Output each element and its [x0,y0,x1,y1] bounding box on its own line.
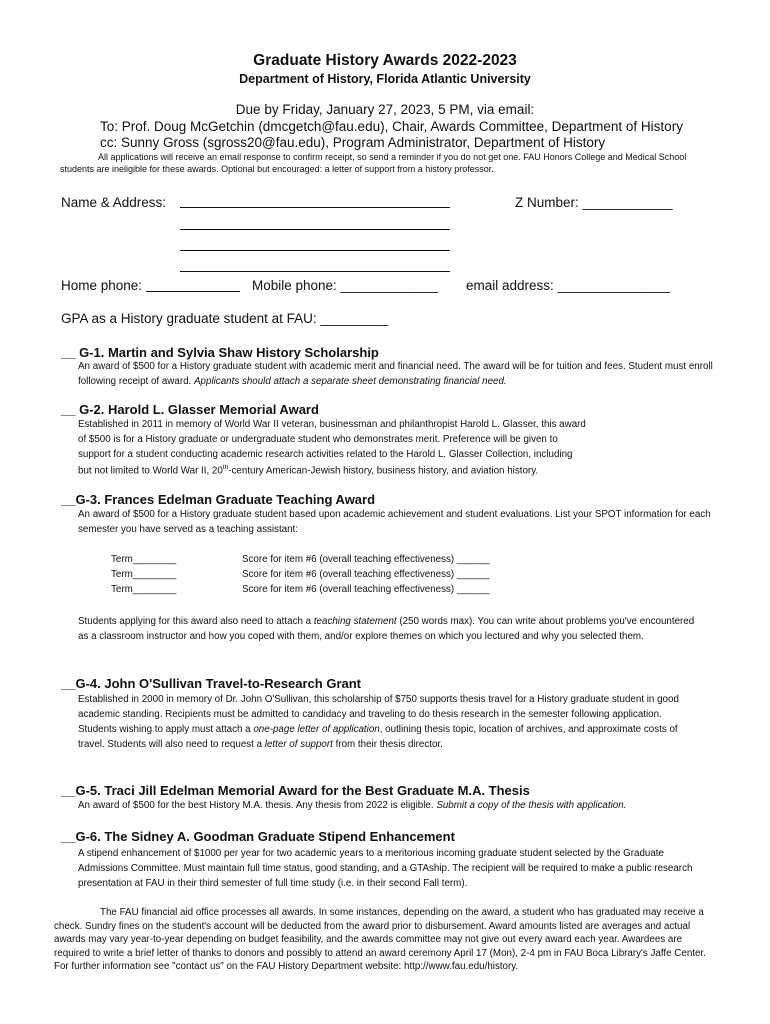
award-g3-statement-note: Students applying for this award also need to attach a teaching statement (250 words max). You can write about problems you've encountered as a classroom instructor and how you coped with them, and/or explore themes on which you lectured and why you selected them. [78,616,695,642]
award-g2-line-1: Established in 2011 in memory of World War II veteran, businessman and philanthropist Harold L. Glasser, this award [78,419,586,430]
award-g5-heading: __G-5. Traci Jill Edelman Memorial Award for the Best Graduate M.A. Thesis [61,783,530,798]
page-title: Graduate History Awards 2022-2023 [253,52,517,69]
award-g2-heading: __ G-2. Harold L. Glasser Memorial Award [61,402,319,417]
department-subtitle: Department of History, Florida Atlantic University [239,72,531,86]
term-field-3[interactable]: Term________ [111,584,177,595]
term-field-1[interactable]: Term________ [111,554,177,565]
award-g1-body: An award of $500 for a History graduate student with academic merit and financial need. The award will be for tuition and fees. Student must enroll following receipt of award. Applicants should attach a separate sheet demonstrating financial need. [78,361,713,387]
mobile-phone-field[interactable]: Mobile phone: _____________ [252,278,439,293]
award-g2-line-2: of $500 is for a History graduate or undergraduate student who demonstrates merit. Preference will be given to [78,434,558,445]
term-field-2[interactable]: Term________ [111,569,177,580]
email-address-field[interactable]: email address: _______________ [466,278,671,293]
award-g4-heading: __G-4. John O'Sullivan Travel-to-Research Grant [61,676,362,691]
name-address-label: Name & Address: [61,195,167,210]
award-g2-line-3: support for a student conducting academic research activities related to the Harold L. Glasser Collection, including [78,449,573,460]
cc-recipient-line: cc: Sunny Gross (sgross20@fau.edu), Program Administrator, Department of History [100,135,606,150]
application-note: All applications will receive an email response to confirm receipt, so send a reminder if you do not get one. FAU Honors College and Medical School students are ineligible for these awards. Optional but encouraged: a letter of support from a history professor. [60,152,687,174]
due-date-line: Due by Friday, January 27, 2023, 5 PM, via email: [235,102,535,117]
award-g3-body: An award of $500 for a History graduate student based upon academic achievement and student evaluations. List your SPOT information for each semester you have served as a teaching assistant: [78,509,711,535]
award-g1-heading: __ G-1. Martin and Sylvia Shaw History Scholarship [61,345,379,360]
score-field-3[interactable]: Score for item #6 (overall teaching effectiveness) ______ [242,584,490,595]
award-g2-line-4: but not limited to World War II, 20th-century American-Jewish history, business history, and aviation history. [78,464,539,477]
to-recipient-line: To: Prof. Doug McGetchin (dmcgetch@fau.edu), Chair, Awards Committee, Department of History [100,119,683,134]
score-field-1[interactable]: Score for item #6 (overall teaching effectiveness) ______ [242,554,490,565]
gpa-field[interactable]: GPA as a History graduate student at FAU: _________ [61,311,388,326]
award-g4-body: Established in 2000 in memory of Dr. John O'Sullivan, this scholarship of $750 supports thesis travel for a History graduate student in good academic standing. Recipients must be admitted to candidacy and traveling to do thesis research in the semester following application. Students wishing to apply must attach a one-page letter of application, outlining thesis topic, location of archives, and approximate costs of travel. Students will also need to request a letter of support from their thesis director. [78,694,679,750]
home-phone-label: Home phone: [61,278,143,293]
z-number-field[interactable]: Z Number: ____________ [515,195,673,210]
award-g3-heading: __G-3. Frances Edelman Graduate Teaching Award [61,492,376,507]
address-line-2[interactable] [180,229,450,230]
award-g5-body: An award of $500 for the best History M.A. thesis. Any thesis from 2022 is eligible. Submit a copy of the thesis with application. [78,800,627,811]
address-line-3[interactable] [180,250,450,251]
award-g6-heading: __G-6. The Sidney A. Goodman Graduate Stipend Enhancement [61,829,455,844]
home-phone-field[interactable] [146,291,240,292]
address-line-1[interactable] [180,207,450,208]
award-g6-body: A stipend enhancement of $1000 per year for two academic years to a meritorious incoming graduate student selected by the Graduate Admissions Committee. Must maintain full time status, good standing, and a GTAship. The recipient will be required to make a public research presentation at FAU in their third semester of full time study (i.e. in their second Fall term). [78,848,693,889]
financial-aid-footer: The FAU financial aid office processes all awards. In some instances, depending on the award, a student who has graduated may receive a check. Sundry fines on the student's account will be deducted from the award prior to disbursement. Award amounts listed are averages and actual awards may vary year-to-year depending on budget feasibility, and the awards committee may not give out every award each year. Awardees are required to write a brief letter of thanks to donors and possibly to attend an award ceremony April 17 (Mon), 2-4 pm in FAU Boca Library's Jaffe Center. For further information see "contact us" on the FAU History Department website: http://www.fau.edu/history. [54,907,706,972]
score-field-2[interactable]: Score for item #6 (overall teaching effectiveness) ______ [242,569,490,580]
address-line-4[interactable] [180,271,450,272]
